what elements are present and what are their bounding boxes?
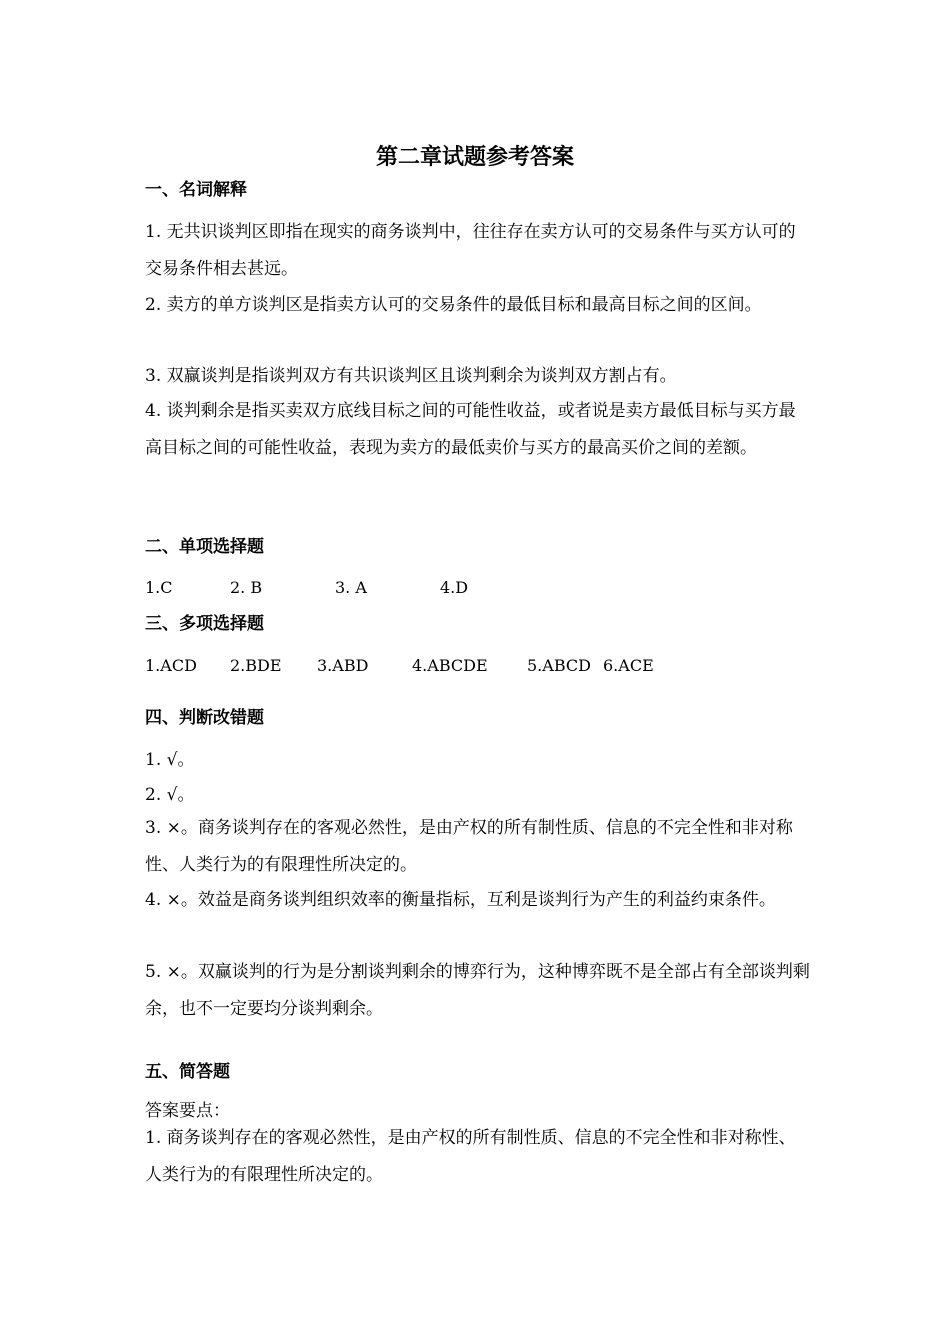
paragraph-judge-2: 2. √。 <box>145 785 195 805</box>
section-heading-true-false: 四、判断改错题 <box>145 708 264 728</box>
paragraph-term-2: 2. 卖方的单方谈判区是指卖方认可的交易条件的最低目标和最高目标之间的区间。 <box>145 295 762 315</box>
paragraph-judge-4: 4. ×。效益是商务谈判组织效率的衡量指标，互利是谈判行为产生的利益约束条件。 <box>145 890 776 910</box>
section-heading-multiple-choice: 三、多项选择题 <box>145 614 264 634</box>
section-heading-short-answer: 五、简答题 <box>145 1062 230 1082</box>
answer-item: 2.BDE <box>230 656 282 675</box>
answer-item: 3.ABD <box>317 656 369 675</box>
section-heading-terms: 一、名词解释 <box>145 180 247 200</box>
paragraph-term-1: 1. 无共识谈判区即指在现实的商务谈判中，往往存在卖方认可的交易条件与买方认可的交易条件相去甚远。 <box>145 222 796 279</box>
paragraph-judge-5: 5. ×。双赢谈判的行为是分割谈判剩余的博弈行为，这种博弈既不是全部占有全部谈判剩余，也不一定要均分谈判剩余。 <box>145 962 810 1019</box>
answer-item: 5.ABCD <box>527 656 591 675</box>
answer-item: 2. B <box>230 578 263 597</box>
answer-item: 1.C <box>145 578 173 597</box>
answer-item: 3. A <box>335 578 367 597</box>
section-heading-single-choice: 二、单项选择题 <box>145 537 264 557</box>
answer-item: 6.ACE <box>603 656 654 675</box>
paragraph-short-answer-1: 1. 商务谈判存在的客观必然性，是由产权的所有制性质、信息的不完全性和非对称性、人类行为的有限理性所决定的。 <box>145 1128 796 1185</box>
paragraph-term-3: 3. 双赢谈判是指谈判双方有共识谈判区且谈判剩余为谈判双方割占有。 <box>145 366 677 386</box>
page-title: 第二章试题参考答案 <box>375 145 574 170</box>
paragraph-judge-3: 3. ×。商务谈判存在的客观必然性，是由产权的所有制性质、信息的不完全性和非对称性、人类行为的有限理性所决定的。 <box>145 818 793 875</box>
paragraph-term-4: 4. 谈判剩余是指买卖双方底线目标之间的可能性收益，或者说是卖方最低目标与买方最高目标之间的可能性收益，表现为卖方的最低卖价与买方的最高买价之间的差额。 <box>145 401 796 458</box>
answer-item: 1.ACD <box>145 656 197 675</box>
answer-item: 4.D <box>440 578 469 597</box>
answer-item: 4.ABCDE <box>412 656 488 675</box>
answer-intro: 答案要点： <box>145 1101 230 1121</box>
paragraph-judge-1: 1. √。 <box>145 750 195 770</box>
